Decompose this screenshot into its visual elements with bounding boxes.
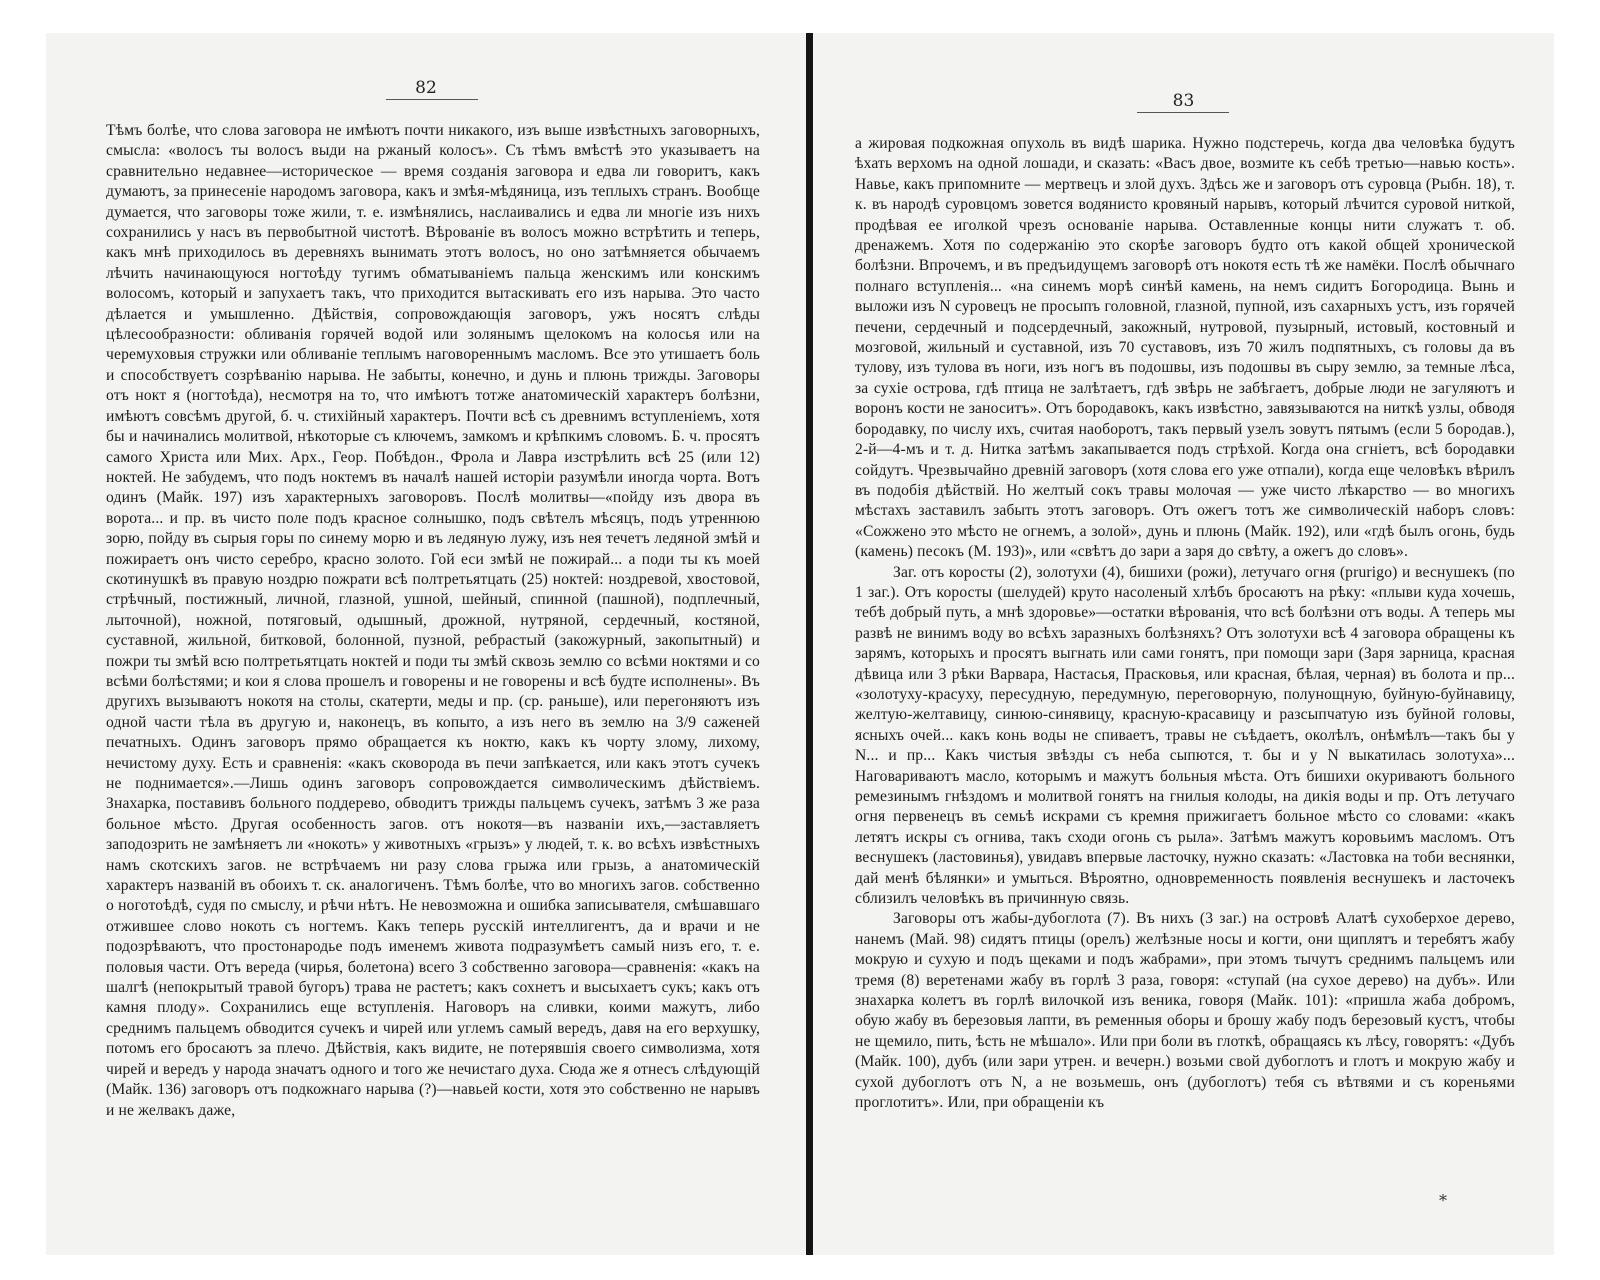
right-page-body xyxy=(855,134,1515,1114)
book-gutter xyxy=(806,33,813,1255)
folio-rule-left xyxy=(386,99,478,100)
paragraph: Тѣмъ болѣе, что слова заговора не имѣютъ почти никакого, изъ выше извѣстныхъ заговорныхъ, смысла: «волосъ ты волосъ выди на ржаный колосъ». Съ тѣмъ вмѣстѣ это указываетъ на сравнительно недавнее—историческое — время созданія заговора и едва ли говоритъ, какъ думаютъ, за принесеніе народомъ заговора, какъ и змѣя-мѣдяница, изъ теплыхъ странъ. Вообще думается, что заговоры тоже жили, т. е. измѣнялись, наслаивались и едва ли многіе изъ нихъ сохранились у насъ въ первобытной чистотѣ. Вѣрованіе въ волосъ можно встрѣтить и теперь, какъ мнѣ приходилось въ деревняхъ вынимать этотъ волосъ, но оно затѣмняется обычаемъ лѣчить начинающуюся ногтоѣду тугимъ обматываніемъ пальца женскимъ или конскимъ волосомъ, который и запухаетъ такъ, что приходится вытаскивать его изъ нарыва. Это часто дѣлается и умышленно. Дѣйствія, сопровождающія заговоръ, ужъ носятъ слѣды цѣлесообразности: обливанія горячей водой или золянымъ щелокомъ на колосья или на черемуховыя стружки или обливаніе теплымъ наговореннымъ масломъ. Все это утишаетъ боль и способствуетъ созрѣванію нарыва. Не забыты, конечно, и дунь и плюнь трижды. Заговоры отъ нокт я (ногтоѣда), несмотря на то, что имѣютъ тотже анатомическій характеръ болѣзни, имѣютъ совсѣмъ другой, б. ч. стихійный характеръ. Почти всѣ съ древнимъ вступленіемъ, хотя бы и начинались молитвой, нѣкоторые съ ключемъ, замкомъ и крѣпкимъ словомъ. Б. ч. просятъ самого Христа или Мих. Арх., Геор. Побѣдон., Фрола и Лавра изстрѣлить всѣ 25 (или 12) ноктей. Не забудемъ, что подъ ноктемъ въ началѣ нашей исторіи разумѣли иногда чорта. Вотъ одинъ (Майк. 197) изъ характерныхъ заговоровъ. Послѣ молитвы—«пойду изъ двора въ ворота... и пр. въ чисто поле подъ красное солнышко, подъ свѣтелъ мѣсяцъ, подъ утреннюю зорю, пойду въ сырыя горы по синему морю и въ ледяную лужу, изъ нея течетъ ледяной змѣй и пожираетъ онъ чисто серебро, красно золото. Гой еси змѣй не пожирай... а поди ты къ моей скотинушкѣ въ правую ноздрю пожрати всѣ полтретьятцать (25) ноктей: ноздревой, хвостовой, стрѣчный, постижный, личной, глазной, ушной, шейный, спинной (пашной), подплечный, лыточной), ножной, потяговый, одышный, дрожной, нутряной, сердечный, костяной, суставной, жильной, битковой, болонной, пузной, ребрастый (закожурный, закопытный) и пожри ты змѣй всю полтретьятцать ноктей и поди ты змѣй сквозь землю со всѣми ноктями и со всѣми болѣстями; и кои я слова прошелъ и говорены и не говорены и всѣ будте исполнены». Въ другихъ вызываютъ нокотя на столы, скатерти, меды и пр. (ср. раньше), или перегоняютъ изъ одной части тѣла въ другую и, наконецъ, въ копыто, а изъ него въ землю на 3/9 саженей печатныхъ. Одинъ заговоръ прямо обращается къ ноктю, какъ къ чорту злому, лихому, нечистому духу. Есть и сравненія: «какъ сковорода въ печи запѣкается, или какъ этотъ сучекъ не поднимается».—Лишь одинъ заговоръ сопровождается символическимъ дѣйствіемъ. Знахарка, поставивъ больного поддерево, обводитъ трижды пальцемъ сучекъ, затѣмъ 3 же раза больное мѣсто. Другая особенность загов. отъ нокотя—въ названіи ихъ,—заставляетъ заподозрить не замѣняетъ ли «нокоть» у животныхъ «грызъ» у людей, т. к. во всѣхъ извѣстныхъ намъ скотскихъ загов. не встрѣчаемъ ни разу слова грыжа или грызь, а анатомическій характеръ названій въ обоихъ т. ск. аналогиченъ. Тѣмъ болѣе, что во многихъ загов. собственно о ноготоѣдѣ, судя по смыслу, и рѣчи нѣтъ. Не невозможна и ошибка записывателя, смѣшавшаго отжившее слово нокоть съ ногтемъ. Какъ теперь русскій интеллигентъ, да и врачи и не подозрѣваютъ, что простонародье подъ именемъ живота подразумѣетъ самый низъ его, т. е. половыя части. Отъ вереда (чирья, болетона) всего 3 собственно заговора—сравненія: «какъ на шалгѣ (непокрытый травой бугоръ) трава не растетъ; какъ сохнетъ и высыхаетъ сукъ; какъ отъ камня плоду». Сохранились еще вступленія. Наговоръ на сливки, коими мажутъ, либо среднимъ пальцемъ обводится сучекъ и чирей или углемъ самый вередъ, давя на его верхушку, потомъ его бросаютъ за плечо. Дѣйствія, какъ видите, не потерявшія своего символизма, хотя чирей и вередъ у народа значатъ одного и того же нечистаго духа. Сюда же я отнесъ слѣдующій (Майк. 136) заговоръ отъ подкожнаго нарыва (?)—навьей кости, хотя это собственно не нарывъ и не желвакъ даже, xyxy=(106,122,760,1119)
left-page-body xyxy=(106,121,760,1121)
right-page xyxy=(813,33,1554,1255)
page-number-left: 82 xyxy=(415,78,437,98)
paragraph: Заг. отъ коросты (2), золотухи (4), бишихи (рожи), летучаго огня (prurigo) и веснушекъ (по 1 заг.). Отъ коросты (шелудей) круто насоленый хлѣбъ бросаютъ на рѣку: «плыви куда хочешь, тебѣ добрый путь, а мнѣ здоровье»—остатки вѣрованія, что всѣ болѣзни отъ воды. А теперь мы развѣ не винимъ воду во всѣхъ заразныхъ болѣзняхъ? Отъ золотухи всѣ 4 заговора обращены къ зарямъ, которыхъ и просятъ выгнать или сами гонятъ, при помощи зари (Заря зарница, красная дѣвица или 3 рѣки Варвара, Настасья, Прасковья, или красная, бѣлая, черная) въ болота и пр... «золотуху-красуху, пересудную, передумную, переговорную, полунощную, буйную-буйнавицу, желтую-желтавицу, синюю-синявицу, красную-красавицу и разсыпчатую изъ буйной головы, ясныхъ очей... какъ конь воды не спиваетъ, травы не съѣдаетъ, околѣлъ, онѣмѣлъ—такъ бы у N... и пр... Какъ чистыя звѣзды съ неба сыпются, т. бы и у N выкатилась золотуха»... Наговариваютъ масло, которымъ и мажутъ больныя мѣста. Отъ бишихи окуриваютъ больного ремезинымъ гнѣздомъ и молитвой гонятъ на гнилыя колоды, на дикія воды и пр. Отъ летучаго огня первенецъ въ семьѣ искрами съ кремня прижигаетъ больное мѣсто со словами: «какъ летятъ искры съ огнива, такъ сходи огонь съ рыла». Затѣмъ мажутъ коровьимъ масломъ. Отъ веснушекъ (ластовинья), увидавъ впервые ласточку, нужно сказать: «Ластовка на тоби веснянки, дай менѣ бѣлянки» и умыться. Вѣроятно, одновременность появленія веснушекъ и ласточекъ сблизилъ человѣкъ въ причинную связь. xyxy=(855,563,1515,908)
signature-mark: * xyxy=(1439,1191,1447,1210)
paragraph: Заговоры отъ жабы-дубоглота (7). Въ нихъ (3 заг.) на островѣ Алатѣ сухоберхое дерево, нанемъ (Май. 98) сидятъ птицы (орелъ) желѣзные носы и когти, они щиплятъ и теребятъ жабу мокрую и сухую и подъ щеками и подъ жабрами», при этомъ тычутъ среднимъ пальцемъ или тремя (8) веретенами жабу въ горлѣ 3 раза, говоря: «ступай (на сухое дерево) на дубъ». Или знахарка колетъ въ горлѣ вилочкой изъ веника, говоря (Майк. 101): «пришла жаба добромъ, обую жабу въ березовыя лапти, въ ременныя оборы и брошу жабу подъ березовый кустъ, чтобы не щемило, пить, ѣсть не мѣшало». Или при боли въ глоткѣ, обращаясь къ лѣсу, говорятъ: «Дубъ (Майк. 100), дубъ (или зари утрен. и вечерн.) возьми свой дубоглотъ и глотъ и мокрую жабу и сухой дубоглотъ отъ N, а не возьмешь, онъ (дубоглотъ) тебя съ вѣтвями и съ кореньями проглотитъ». Или, при обращеніи къ xyxy=(855,910,1515,1112)
book-scan xyxy=(46,33,1554,1255)
page-number-right: 83 xyxy=(1172,91,1195,111)
left-page xyxy=(46,33,806,1255)
paragraph: а жировая подкожная опухоль въ видѣ шарика. Нужно подстеречь, когда два человѣка будутъ ѣхать верхомъ на одной лошади, и сказать: «Васъ двое, возмите къ себѣ третью—навью кость». Навье, какъ припомните — мертвецъ и злой духъ. Здѣсь же и заговоръ отъ суровца (Рыбн. 18), т. к. въ народѣ суровцомъ зовется водянисто кровяный нарывъ, который лѣчится суровой ниткой, продѣвая ее иголкой чрезъ основаніе нарыва. Оставленные концы нити служатъ т. об. дренажемъ. Хотя по содержанію это скорѣе заговоръ будто отъ какой общей хронической болѣзни. Впрочемъ, и въ предъидущемъ заговорѣ отъ нокотя есть тѣ же намёки. Послѣ обычнаго полнаго вступленія... «на синемъ морѣ синѣй камень, на немъ сидитъ Богородица. Вынь и выложи изъ N суровецъ не просыпъ головной, глазной, пупной, изъ сахарныхъ устъ, изъ горячей печени, сердечный и подсердечный, закожный, нутровой, пузырный, истовый, костовный и мозговой, жильный и суставной, изъ 70 суставовъ, изъ 70 жилъ подпятныхъ, съ головы да въ тулову, изъ тулова въ ноги, изъ ногъ въ подошвы, изъ подошвы въ сыру землю, за темные лѣса, за сухіе острова, гдѣ птица не залѣтаетъ, гдѣ звѣрь не забѣгаетъ, добрые люди не загуляютъ и воронъ кости не заноситъ». Отъ бородавокъ, какъ извѣстно, завязываются на ниткѣ узлы, обводя бородавку, по числу ихъ, считая наоборотъ, такъ первый узелъ зовутъ пятымъ (если 5 бородав.), 2-й—4-мъ и т. д. Нитка затѣмъ закапывается подъ стрѣхой. Когда она сгніетъ, всѣ бородавки сойдутъ. Чрезвычайно древній заговоръ (хотя слова его уже отпали), когда еще человѣкъ вѣрилъ въ подобія дѣйствій. Но желтый сокъ травы молочая — уже чисто лѣкарство — во многихъ мѣстахъ заставилъ забыть этотъ заговоръ. Отъ ожегъ тотъ же символическій наборъ словъ: «Сожжено это мѣсто не огнемъ, а золой», дунь и плюнь (Майк. 192), или «гдѣ былъ огонь, будь (камень) песокъ (М. 193)», или «свѣтъ до зари а заря до свѣту, а ожегъ до словъ». xyxy=(855,135,1515,561)
folio-rule-right xyxy=(1137,112,1229,113)
